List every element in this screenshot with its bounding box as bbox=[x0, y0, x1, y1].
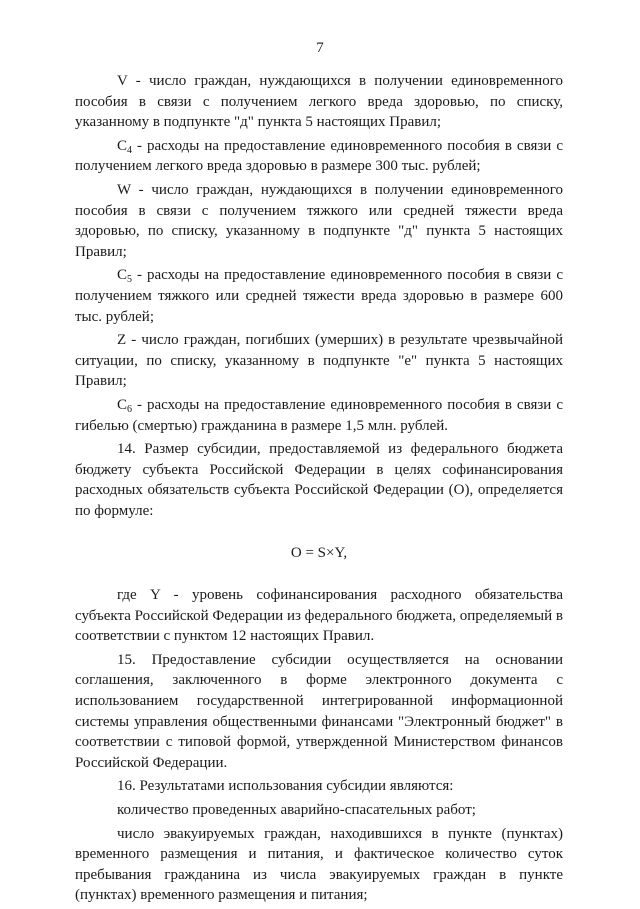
page-number: 7 bbox=[316, 40, 324, 56]
symbol-subscript: 6 bbox=[127, 403, 133, 415]
document-body bbox=[75, 71, 563, 909]
paragraph-c4-definition bbox=[75, 136, 563, 177]
symbol-c: C bbox=[117, 137, 128, 154]
symbol-c: C bbox=[117, 267, 128, 284]
paragraph-w-definition: W - число граждан, нуждающихся в получении единовременного пособия в связи с получением тяжкого или средней тяжести вреда здоровью, по списку, указанному в подпункте "д" пункта 5 настоящих Правил; bbox=[75, 181, 563, 260]
paragraph-rescue-works: количество проведенных аварийно-спасательных работ; bbox=[117, 802, 476, 818]
symbol-subscript: 4 bbox=[127, 144, 133, 156]
definition-text: - расходы на предоставление единовременного пособия в связи с получением легкого вреда здоровью в размере 300 тыс. рублей; bbox=[75, 137, 563, 175]
paragraph-v-definition: V - число граждан, нуждающихся в получении единовременного пособия в связи с получением легкого вреда здоровью, по списку, указанному в подпункте "д" пункта 5 настоящих Правил; bbox=[75, 73, 563, 131]
paragraph-c6-definition bbox=[75, 395, 563, 436]
paragraph-z-definition: Z - число граждан, погибших (умерших) в результате чрезвычайной ситуации, по списку, указанному в подпункте "е" пункта 5 настоящих Правил; bbox=[75, 332, 563, 390]
paragraph-14-subsidy-size: 14. Размер субсидии, предоставляемой из федерального бюджета бюджету субъекта Российской Федерации в целях софинансирования расходных обязательств субъекта Российской Федерации (O), определяется по формуле: bbox=[75, 441, 563, 519]
definition-text: - расходы на предоставление единовременного пособия в связи с получением тяжкого или средней тяжести вреда здоровью в размере 600 тыс. рублей; bbox=[75, 267, 563, 325]
definition-text: - расходы на предоставление единовременного пособия в связи с гибелью (смертью) гражданина в размере 1,5 млн. рублей. bbox=[75, 396, 563, 434]
paragraph-evacuees: число эвакуируемых граждан, находившихся в пункте (пунктах) временного размещения и питания, и фактическое количество суток пребывания гражданина из числа эвакуируемых граждан в пункте (пунктах) временного размещения и питания; bbox=[75, 825, 563, 904]
paragraph-16-results: 16. Результатами использования субсидии являются: bbox=[117, 778, 454, 795]
symbol-c: C bbox=[117, 396, 128, 413]
paragraph-15-agreement: 15. Предоставление субсидии осуществляется на основании соглашения, заключенного в форме электронного документа с использованием государственной интегрированной информационной системы управления общественными финансами "Электронный бюджет" в соответствии с типовой формой, утвержденной Министерством финансов Российской Федерации. bbox=[75, 651, 563, 771]
formula: O = S×Y, bbox=[290, 545, 348, 562]
paragraph-c5-definition bbox=[75, 265, 563, 327]
paragraph-y-definition: где Y - уровень софинансирования расходного обязательства субъекта Российской Федерации из федерального бюджета, определяемый в соответствии с пунктом 12 настоящих Правил. bbox=[75, 587, 563, 645]
symbol-subscript: 5 bbox=[127, 274, 133, 286]
